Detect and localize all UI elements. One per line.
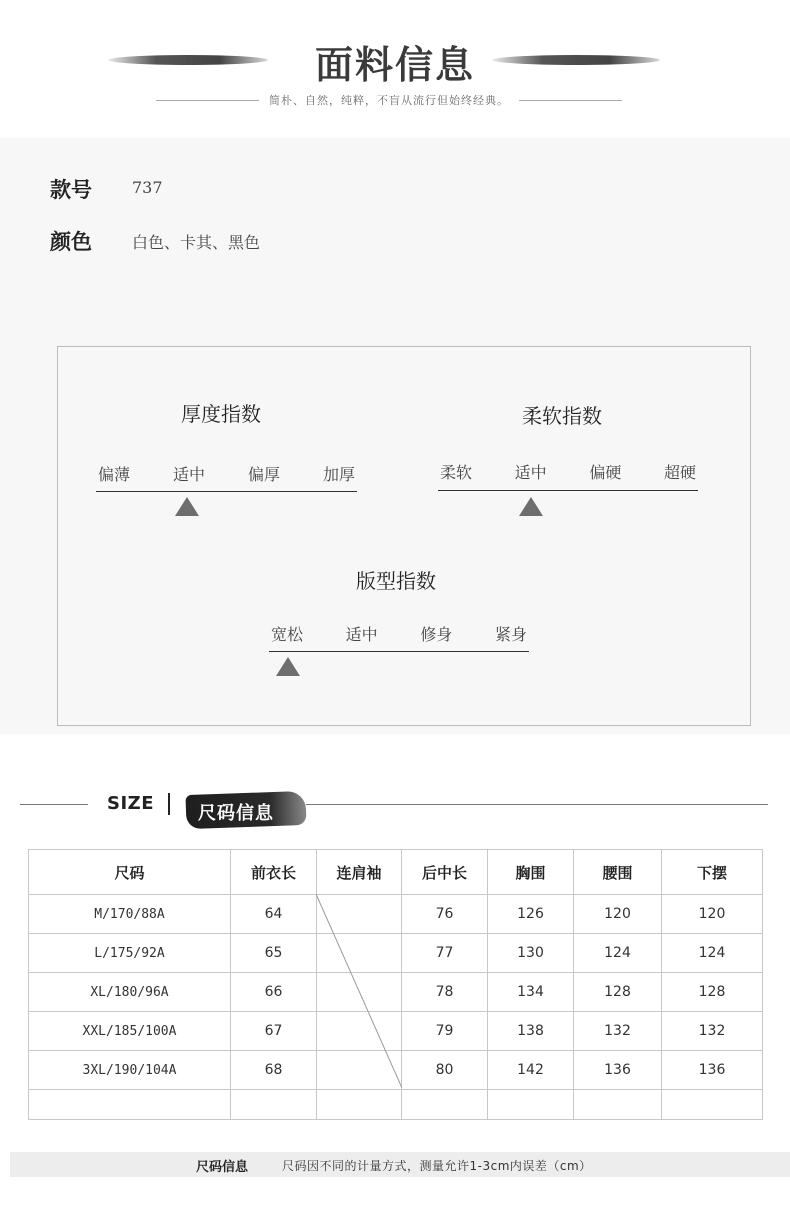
- table-cell: M/170/88A: [29, 895, 231, 934]
- table-cell: [488, 1090, 574, 1120]
- thickness-options: [98, 462, 355, 485]
- color-label: 颜色: [50, 230, 92, 254]
- table-cell: 76: [402, 895, 488, 934]
- softness-scale-line: [438, 490, 698, 491]
- table-cell: [317, 934, 402, 973]
- table-cell: XL/180/96A: [29, 973, 231, 1012]
- table-row: [29, 973, 763, 1012]
- table-cell: 120: [662, 895, 763, 934]
- table-row: [29, 895, 763, 934]
- table-row-empty: [29, 1090, 763, 1120]
- fit-option: 宽松: [271, 625, 304, 644]
- table-cell: [402, 1090, 488, 1120]
- thickness-option: 偏薄: [98, 465, 131, 484]
- column-header: 腰围: [574, 850, 662, 895]
- table-cell: 64: [231, 895, 317, 934]
- thickness-option: 偏厚: [247, 465, 280, 484]
- table-cell: 124: [574, 934, 662, 973]
- table-cell: [317, 1051, 402, 1090]
- size-heading: SIZE: [107, 793, 155, 814]
- thickness-option: 加厚: [322, 465, 355, 484]
- table-cell: 134: [488, 973, 574, 1012]
- softness-option: 柔软: [440, 463, 473, 482]
- thickness-scale-line: [96, 491, 357, 492]
- table-cell: 136: [574, 1051, 662, 1090]
- table-cell: [29, 1090, 231, 1120]
- thickness-marker-icon: [175, 497, 199, 516]
- softness-options: [440, 460, 696, 483]
- table-cell: 80: [402, 1051, 488, 1090]
- table-cell: 128: [662, 973, 763, 1012]
- column-header: 连肩袖: [317, 850, 402, 895]
- table-cell: 124: [662, 934, 763, 973]
- divider-right: [519, 100, 622, 101]
- table-cell: [231, 1090, 317, 1120]
- table-cell: 3XL/190/104A: [29, 1051, 231, 1090]
- divider-left: [156, 100, 259, 101]
- table-cell: [574, 1090, 662, 1120]
- table-cell: 142: [488, 1051, 574, 1090]
- fit-option: 修身: [420, 625, 453, 644]
- softness-index-title: 柔软指数: [522, 404, 602, 428]
- table-cell: 68: [231, 1051, 317, 1090]
- softness-option: 适中: [514, 463, 547, 482]
- size-note-title: 尺码信息: [196, 1160, 249, 1175]
- column-header: 胸围: [488, 850, 574, 895]
- page-title: 面料信息: [314, 42, 475, 87]
- table-cell: L/175/92A: [29, 934, 231, 973]
- table-cell: 78: [402, 973, 488, 1012]
- fit-index-title: 版型指数: [356, 569, 436, 593]
- table-header-row: [29, 850, 763, 895]
- table-cell: [317, 1012, 402, 1051]
- table-cell: XXL/185/100A: [29, 1012, 231, 1051]
- column-header: 后中长: [402, 850, 488, 895]
- table-cell: [317, 973, 402, 1012]
- table-row: [29, 1012, 763, 1051]
- size-table: [28, 849, 763, 1120]
- size-note-text: 尺码因不同的计量方式，测量允许1-3cm内误差（cm）: [282, 1159, 592, 1173]
- size-info-badge-label: 尺码信息: [198, 803, 274, 824]
- table-cell: 65: [231, 934, 317, 973]
- table-cell: 120: [574, 895, 662, 934]
- thickness-option: 适中: [172, 465, 205, 484]
- table-cell: 79: [402, 1012, 488, 1051]
- table-row: [29, 934, 763, 973]
- softness-option: 超硬: [663, 463, 696, 482]
- table-cell: [662, 1090, 763, 1120]
- fabric-index-box: [57, 346, 751, 726]
- column-header: 尺码: [29, 850, 231, 895]
- size-heading-separator: [168, 793, 170, 815]
- table-cell: 77: [402, 934, 488, 973]
- table-cell: 132: [574, 1012, 662, 1051]
- size-rule-left: [20, 804, 88, 805]
- tagline-row: [156, 92, 622, 108]
- table-cell: 130: [488, 934, 574, 973]
- fit-options: [271, 622, 527, 645]
- fit-marker-icon: [276, 657, 300, 676]
- fit-option: 适中: [345, 625, 378, 644]
- softness-marker-icon: [519, 497, 543, 516]
- table-cell: [317, 895, 402, 934]
- table-cell: 136: [662, 1051, 763, 1090]
- column-header: 下摆: [662, 850, 763, 895]
- size-rule-right: [306, 804, 768, 805]
- style-value: 737: [132, 178, 163, 197]
- table-cell: [317, 1090, 402, 1120]
- table-cell: 67: [231, 1012, 317, 1051]
- color-value: 白色、卡其、黑色: [132, 233, 261, 252]
- table-cell: 132: [662, 1012, 763, 1051]
- table-cell: 128: [574, 973, 662, 1012]
- table-cell: 126: [488, 895, 574, 934]
- fit-option: 紧身: [494, 625, 527, 644]
- column-header: 前衣长: [231, 850, 317, 895]
- thickness-index-title: 厚度指数: [181, 402, 261, 426]
- table-row: [29, 1051, 763, 1090]
- table-cell: 66: [231, 973, 317, 1012]
- style-label: 款号: [50, 178, 92, 202]
- table-cell: 138: [488, 1012, 574, 1051]
- tagline: 简朴、自然，纯粹，不盲从流行但始终经典。: [269, 94, 509, 107]
- softness-option: 偏硬: [589, 463, 622, 482]
- fit-scale-line: [269, 651, 529, 652]
